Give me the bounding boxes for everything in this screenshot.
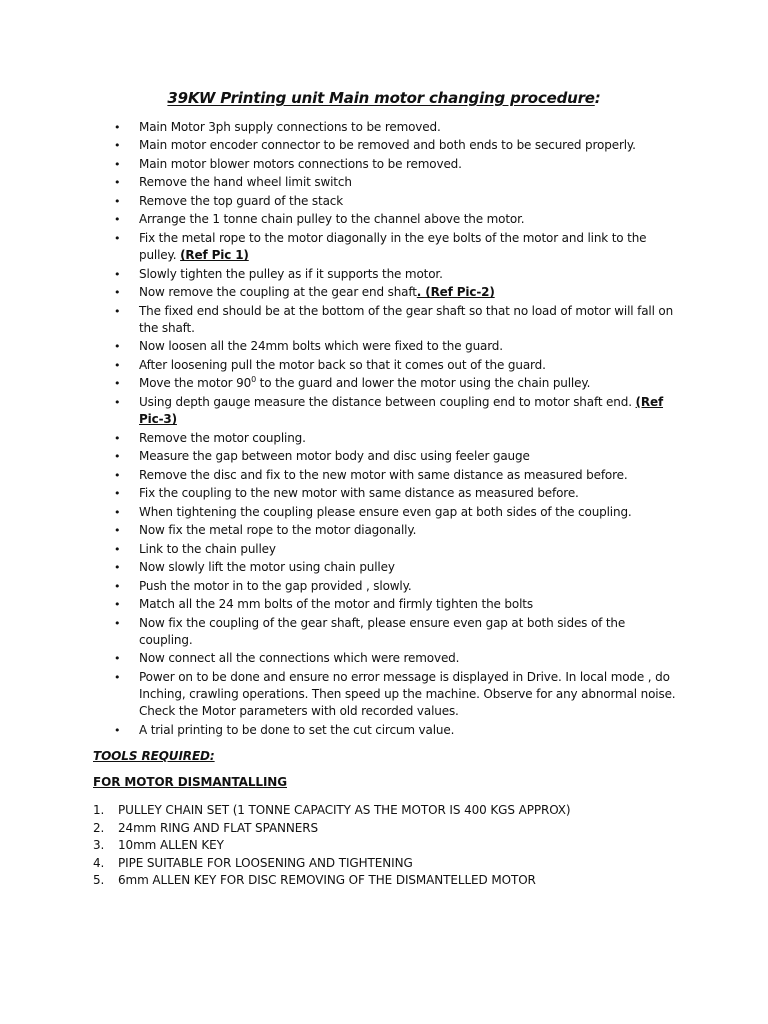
step-text: Now loosen all the 24mm bolts which were fixed to the guard.: [139, 339, 503, 354]
tool-text: 10mm ALLEN KEY: [118, 838, 224, 852]
tool-item: [0, 802, 768, 820]
step-text: Main Motor 3ph supply connections to be removed.: [139, 120, 441, 134]
bullet-icon: •: [114, 487, 121, 501]
procedure-step: [0, 596, 768, 613]
procedure-step: [0, 266, 768, 283]
procedure-step: [0, 156, 768, 173]
procedure-step: [0, 669, 768, 721]
bullet-icon: •: [114, 377, 121, 391]
tool-text: 24mm RING AND FLAT SPANNERS: [118, 820, 319, 835]
title-colon: :: [594, 89, 601, 107]
step-text: Power on to be done and ensure no error message is displayed in Drive. In local mode , do Inching, crawling operations. Then speed up the machine. Observe for any abnormal noise. Check the Motor parameters with old recorded values.: [139, 669, 676, 719]
step-text: Using depth gauge measure the distance between coupling end to motor shaft end.: [139, 394, 636, 409]
procedure-step: [0, 119, 768, 136]
procedure-step: [0, 559, 768, 576]
procedure-step: [0, 430, 768, 447]
step-text: Remove the hand wheel limit switch: [139, 175, 352, 190]
bullet-icon: •: [114, 139, 121, 153]
reference-picture-label: (Ref Pic 1): [180, 248, 249, 263]
procedure-step: [0, 485, 768, 502]
document-title: [0, 89, 768, 107]
step-text: Measure the gap between motor body and disc using feeler gauge: [139, 449, 530, 464]
bullet-icon: •: [114, 670, 121, 684]
bullet-icon: •: [114, 213, 121, 227]
tool-number: 5.: [93, 873, 105, 887]
step-text: Push the motor in to the gap provided , slowly.: [139, 578, 412, 593]
step-text: Now remove the coupling at the gear end shaft: [139, 285, 417, 300]
bullet-icon: •: [114, 598, 121, 612]
procedure-steps-list: [0, 119, 768, 740]
step-text: Now fix the metal rope to the motor diagonally.: [139, 523, 417, 538]
procedure-step: [0, 174, 768, 191]
bullet-icon: •: [114, 542, 121, 556]
procedure-step: [0, 541, 768, 558]
procedure-step: [0, 722, 768, 739]
bullet-icon: •: [114, 579, 121, 593]
procedure-step: [0, 522, 768, 539]
step-text: Now fix the coupling of the gear shaft, please ensure even gap at both sides of the coupling.: [139, 615, 626, 647]
step-text: Remove the disc and fix to the new motor with same distance as measured before.: [139, 467, 628, 482]
procedure-step: [0, 303, 768, 338]
tools-required-heading: TOOLS REQUIRED:: [93, 749, 215, 763]
tool-item: [0, 872, 768, 890]
bullet-icon: •: [114, 176, 121, 190]
tool-item: [0, 837, 768, 855]
bullet-icon: •: [114, 561, 121, 575]
procedure-step: [0, 375, 768, 392]
bullet-icon: •: [114, 358, 121, 372]
bullet-icon: •: [114, 468, 121, 482]
procedure-step: [0, 284, 768, 301]
bullet-icon: •: [114, 652, 121, 666]
step-text: Remove the motor coupling.: [139, 430, 306, 445]
bullet-icon: •: [114, 450, 121, 464]
tool-item: [0, 855, 768, 873]
step-text: Remove the top guard of the stack: [139, 193, 344, 208]
reference-picture-label: (Ref Pic-3): [139, 394, 664, 427]
bullet-icon: •: [114, 286, 121, 300]
tool-number: 2.: [93, 820, 105, 835]
step-text: Now slowly lift the motor using chain pulley: [139, 560, 395, 575]
tool-text: PULLEY CHAIN SET (1 TONNE CAPACITY AS THE MOTOR IS 400 KGS APPROX): [118, 803, 571, 817]
step-text: Link to the chain pulley: [139, 541, 276, 556]
procedure-step: [0, 650, 768, 667]
step-text: Slowly tighten the pulley as if it supports the motor.: [139, 266, 443, 281]
bullet-icon: •: [114, 267, 121, 281]
procedure-step: [0, 193, 768, 210]
degree-superscript: 0: [251, 375, 257, 385]
bullet-icon: •: [114, 395, 121, 409]
tool-item: [0, 820, 768, 838]
procedure-step: [0, 448, 768, 465]
step-text: When tightening the coupling please ensure even gap at both sides of the coupling.: [139, 504, 632, 519]
reference-picture-label: . (Ref Pic-2): [416, 285, 495, 300]
procedure-step: [0, 137, 768, 154]
bullet-icon: •: [114, 723, 121, 737]
step-text: A trial printing to be done to set the cut circum value.: [139, 722, 455, 737]
bullet-icon: •: [114, 231, 121, 245]
procedure-step: [0, 357, 768, 374]
tool-text: PIPE SUITABLE FOR LOOSENING AND TIGHTENING: [118, 855, 413, 870]
bullet-icon: •: [114, 340, 121, 354]
bullet-icon: •: [114, 121, 121, 134]
tool-number: 4.: [93, 855, 105, 870]
procedure-step: [0, 578, 768, 595]
procedure-step: [0, 394, 768, 429]
bullet-icon: •: [114, 431, 121, 445]
tools-list: [0, 802, 768, 890]
bullet-icon: •: [114, 157, 121, 171]
step-text: Main motor blower motors connections to be removed.: [139, 156, 462, 171]
step-text: Move the motor 90: [139, 376, 252, 391]
procedure-step: [0, 467, 768, 484]
tool-number: 1.: [93, 803, 105, 817]
step-text: Fix the metal rope to the motor diagonally in the eye bolts of the motor and link to the pulley.: [139, 230, 647, 263]
procedure-step: [0, 338, 768, 355]
bullet-icon: •: [114, 194, 121, 208]
step-text: Main motor encoder connector to be removed and both ends to be secured properly.: [139, 138, 636, 153]
procedure-step: [0, 615, 768, 650]
step-text: After loosening pull the motor back so that it comes out of the guard.: [139, 357, 546, 372]
step-text: Now connect all the connections which were removed.: [139, 651, 460, 666]
tool-number: 3.: [93, 838, 105, 852]
procedure-step: [0, 504, 768, 521]
step-text: The fixed end should be at the bottom of the gear shaft so that no load of motor will fall on the shaft.: [139, 303, 674, 335]
bullet-icon: •: [114, 616, 121, 630]
title-text: 39KW Printing unit Main motor changing procedure: [167, 89, 595, 107]
step-text: Fix the coupling to the new motor with same distance as measured before.: [139, 486, 579, 501]
tool-text: 6mm ALLEN KEY FOR DISC REMOVING OF THE DISMANTELLED MOTOR: [118, 873, 536, 887]
bullet-icon: •: [114, 524, 121, 538]
step-text: Arrange the 1 tonne chain pulley to the channel above the motor.: [139, 212, 525, 227]
bullet-icon: •: [114, 505, 121, 519]
procedure-step: [0, 230, 768, 265]
bullet-icon: •: [114, 304, 121, 318]
step-text: Match all the 24 mm bolts of the motor and firmly tighten the bolts: [139, 597, 533, 612]
procedure-step: [0, 211, 768, 228]
step-text-continued: to the guard and lower the motor using the chain pulley.: [256, 376, 591, 391]
motor-dismantling-heading: FOR MOTOR DISMANTALLING: [93, 775, 287, 789]
